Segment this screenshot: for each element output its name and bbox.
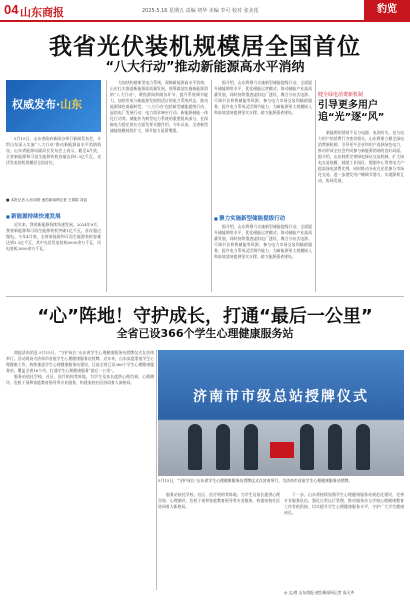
banner-highlight: 山东 — [60, 98, 83, 111]
lead-col2 — [110, 80, 208, 292]
lead-byline: ■ 本报记者 山东商报·速豹新闻网记者 王娟娟 刘蓓 — [6, 198, 87, 202]
lead-col3-bottom-text: 据介绍，山东将聚力实施新型储能提级行动，全面提升储能调用水平，优化储能运营模式，推动储能产业高质量发展。同时持续推进虚拟电厂建设，聚合分布式电源、可调节负荷和储能等资源，参与电力市场交易和辅助服务，提升电力系统灵活调节能力，为新能源更大规模接入和高效消纳提供坚实支撑，助力能源强省建设。 — [214, 224, 312, 259]
second-byline: ◎ 文/图 山东商报·速豹新闻网记者 高天齐 — [284, 590, 355, 595]
second-col2 — [158, 492, 280, 590]
second-col1 — [6, 350, 154, 590]
column-divider — [156, 350, 157, 590]
person-figure — [216, 424, 230, 470]
brand-logo: 豹览 — [364, 0, 410, 20]
section-divider — [6, 296, 404, 297]
lead-headline: 我省光伏装机规模居全国首位 — [49, 34, 361, 60]
section-banner — [6, 80, 101, 132]
person-figure — [244, 424, 258, 470]
section-heading-1: ■ 新能源持续快速发展 — [6, 212, 61, 220]
banner-prefix: 权威发布· — [12, 98, 61, 111]
person-figure — [188, 424, 202, 470]
second-col3-text: 下一步，山东将持续加强学生心理健康服务站规范化建设，完善专业服务队伍，强化日常运行管理，推动服务站与学校心理健康教育工作有机衔接，切实提升学生心理健康服务水平，守护广大学生健康成长。 — [284, 492, 404, 515]
side-title-line2: 追“光”逐“风” — [318, 112, 385, 123]
date-line: 2025.5.16 星期五 责编 初华 美编 李可 校对 张美莲 — [142, 8, 259, 14]
column-divider — [211, 80, 212, 292]
side-story-body — [318, 130, 404, 292]
person-figure — [356, 424, 370, 470]
page-header — [0, 0, 410, 22]
section-heading-2: ■ 聚力实施新型储能提级行动 — [214, 214, 285, 222]
photo-banner-text: 济南市市级总站授牌仪式 — [193, 389, 369, 405]
photo-caption: 5月15日，“守护成长”山东省学生心理健康服务站授牌仪式在济南举行，为济南市首批学生心理健康服务站授牌。 — [158, 478, 353, 483]
column-divider — [315, 80, 316, 292]
lead-col1-intro-text: 5月15日，山东省政府新闻办举行新闻发布会，介绍山东深入实施“八大行动”推动新能源高水平消纳情况。山东省能源局副局长发布会上表示，截至4月底，全省新能源和可再生能源装机容量达到1.3亿千瓦，光伏发电装机规模居全国首位。 — [6, 136, 101, 165]
lead-col3-text: 据介绍，山东将聚力实施新型储能提级行动，全面提升储能调用水平，优化储能运营模式，推动储能产业高质量发展。同时持续推进虚拟电厂建设，聚合分布式电源、可调节负荷和储能等资源，参与电力市场交易和辅助服务，提升电力系统灵活调节能力，为新能源更大规模接入和高效消纳提供坚实支撑，助力能源强省建设。 — [214, 80, 312, 115]
column-divider — [106, 80, 107, 292]
side-title-line1: 引导更多用户 — [318, 100, 378, 111]
side-story-head — [318, 91, 404, 124]
side-label: 健全绿电消费新机制 — [318, 92, 364, 98]
second-col1-text: 商报济南消息 5月15日，“守护成长”山东省学生心理健康服务站授牌仪式在济南举行。活动现场为济南市首批学生心理健康服务站授牌。近年来，山东高度重视学生心理健康工作，持续推进学生心理健康服务站建设，目前全省已设366个学生心理健康服务站，覆盖全省16个市，打通学生心理健康服务“最后一公里”。 — [6, 350, 154, 373]
lead-col3-bottom — [214, 224, 312, 292]
ceremony-photo — [158, 350, 404, 476]
newspaper-name: 山东商报 — [20, 6, 64, 19]
lead-subheadline: “八大行动”推动新能源高水平消纳 — [105, 60, 305, 75]
second-col2-text: 服务站依托学校、社区、医疗机构等阵地，为学生及家长提供心理咨询、心理测评、危机干预和家庭教育指导等专业服务，构建家校社医协同育人新格局。 — [158, 492, 280, 509]
award-plaque — [270, 442, 294, 458]
lead-col1-body — [6, 222, 101, 290]
person-figure — [328, 424, 342, 470]
second-col1-text-2: 服务站依托学校、社区、医疗机构等阵地，为学生及家长提供心理咨询、心理测评、危机干预和家庭教育指导等专业服务，构建家校社医协同育人新格局。 — [6, 374, 154, 385]
second-subheadline: 全省已设366个学生心理健康服务站 — [116, 327, 294, 340]
lead-col3-top — [214, 80, 312, 210]
page-number: 04 — [4, 2, 19, 17]
lead-col1-intro — [6, 136, 101, 196]
person-figure — [300, 424, 314, 470]
side-story-text: 新能源的消纳不仅与电源、电网有关，也与电力用户的消费行为密切相关。山东将建立健全绿电消费新机制，引导更多企业和用户选择绿色电力，推动形成全社会共同参与新能源消纳的良好局面。据介绍，山东持续完善绿电绿证交易机制，扩大绿电交易规模，鼓励工业园区、数据中心等用电大户提高绿电消费比例，同时推动分布式光伏参与市场化交易，进一步激发用户侧调节潜力，实现源荷互动、协同发展。 — [318, 130, 404, 183]
second-headline: “心”阵地！守护成长，打通“最后一公里” — [37, 306, 373, 327]
lead-col1-body-text: 近年来，我省新能源持续快速发展。2024年9月，我省新能源和可再生能源装机突破1亿千瓦，首次超过煤电。今年4月底，全省新能源和可再生能源装机容量达到1.3亿千瓦，其中光伏发电装机8000余万千瓦，风电装机2800余万千瓦。 — [6, 222, 101, 251]
lead-col2-text: 为加快构建新型电力系统，保障新能源高水平消纳，山东扎实推进新能源高质量发展，统筹谋划实施新能源消纳“八大行动”，聚焦源网荷储各环节，提升系统调节能力，加快形成与新能源发展相适应的电力系统形态，推动能源绿色低碳转型。“八大行动”包括新型储能提级行动、虚拟电厂发展行动、电力需求响应行动、新能源储能一体化行动等。储能作为新型电力系统的重要组成部分，在保障电力稳定供应方面发挥关键作用。今年以来，全省新型储能规模持续扩大，调节能力显著增强。 — [110, 80, 208, 133]
second-col3 — [284, 492, 404, 582]
